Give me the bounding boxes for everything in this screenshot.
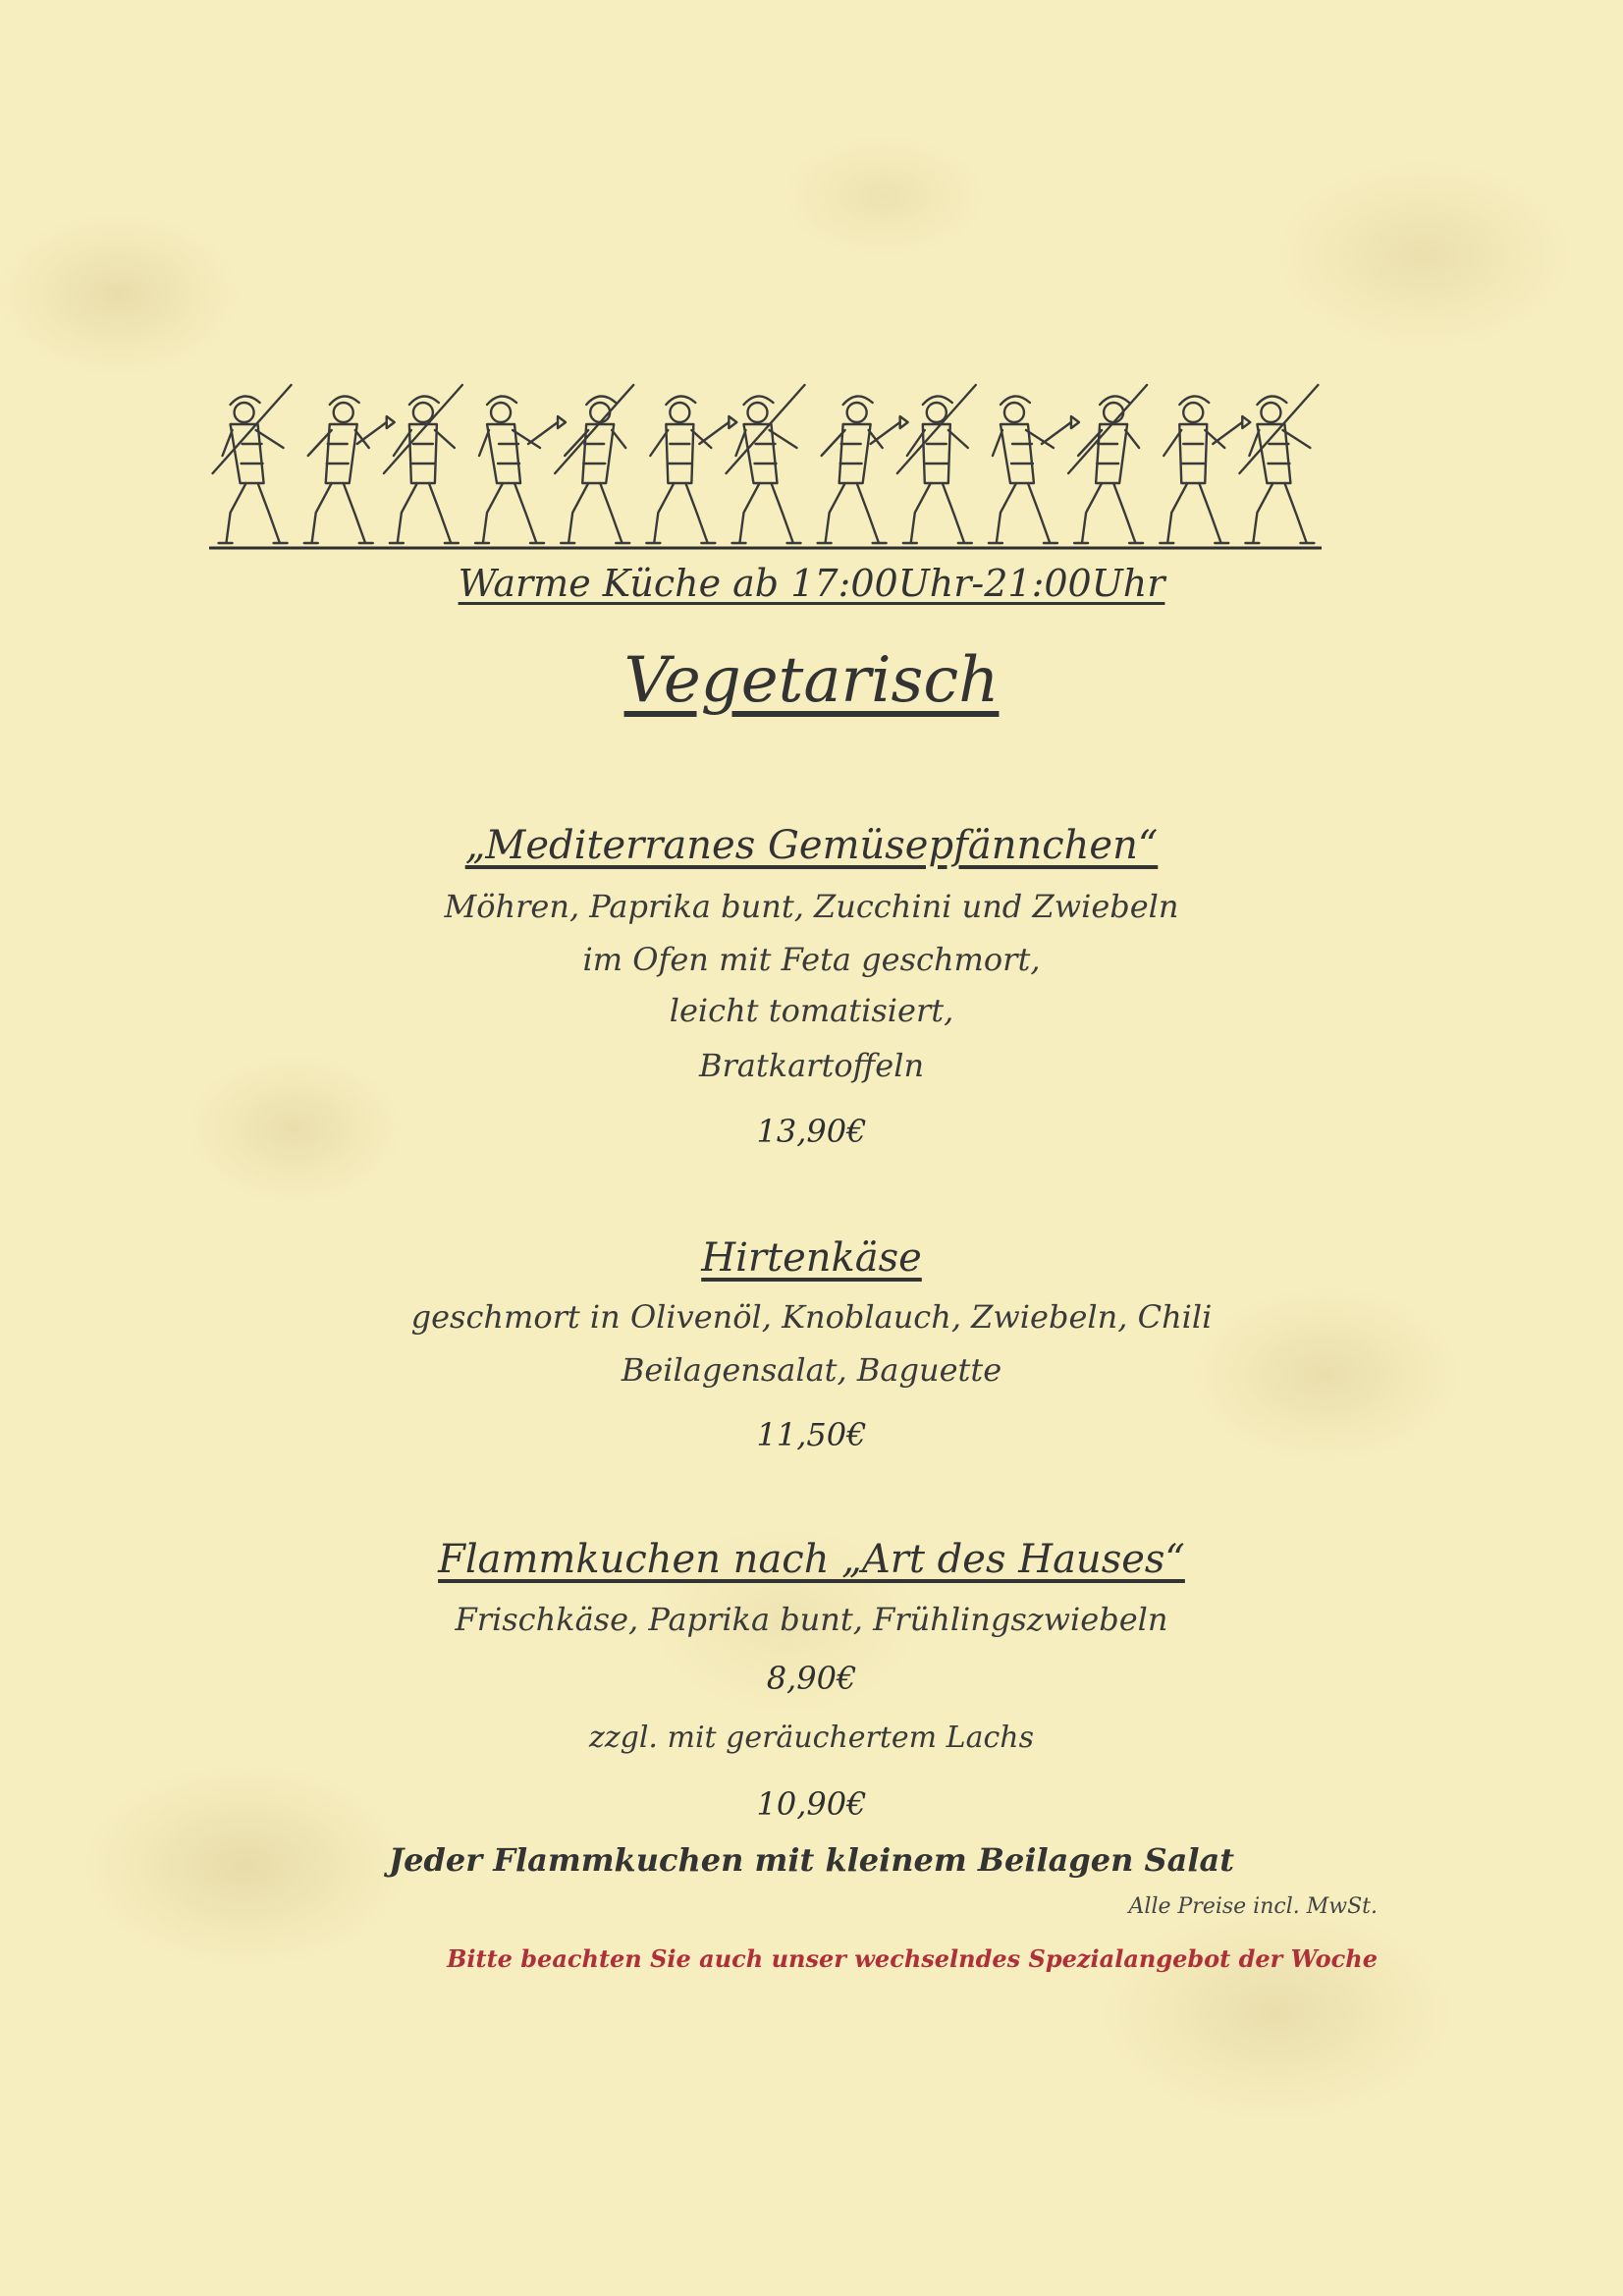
dish-title: Hirtenkäse	[701, 1235, 922, 1281]
dish-description-line: leicht tomatisiert,	[669, 992, 954, 1029]
dish-price: 11,50€	[756, 1416, 867, 1453]
dish-extra: zzgl. mit geräuchertem Lachs	[589, 1721, 1034, 1755]
dish-price: 13,90€	[756, 1113, 867, 1150]
vat-note: Alle Preise incl. MwSt.	[1128, 1894, 1378, 1919]
dish-note: Jeder Flammkuchen mit kleinem Beilagen Salat	[388, 1841, 1235, 1879]
kitchen-hours: Warme Küche ab 17:00Uhr-21:00Uhr	[458, 562, 1165, 605]
dish-description-line: im Ofen mit Feta geschmort,	[582, 941, 1041, 978]
special-offer-note: Bitte beachten Sie auch unser wechselndes Spezialangebot der Woche	[447, 1944, 1378, 1973]
dish-description-line: geschmort in Olivenöl, Knoblauch, Zwiebeln, Chili	[410, 1298, 1213, 1336]
dish-extra-price: 10,90€	[756, 1785, 867, 1823]
dish-price: 8,90€	[766, 1660, 857, 1697]
section-title: Vegetarisch	[623, 644, 1000, 717]
dish-description-line: Beilagensalat, Baguette	[621, 1351, 1002, 1389]
dish-title: Flammkuchen nach „Art des Hauses“	[438, 1537, 1185, 1582]
landsknecht-frieze-illustration	[209, 365, 1322, 552]
dish-title: „Mediterranes Gemüsepfännchen“	[464, 823, 1159, 868]
dish-description-line: Frischkäse, Paprika bunt, Frühlingszwiebeln	[455, 1601, 1168, 1638]
dish-description-line: Möhren, Paprika bunt, Zucchini und Zwiebeln	[444, 888, 1179, 925]
dish-description-line: Bratkartoffeln	[698, 1047, 925, 1084]
